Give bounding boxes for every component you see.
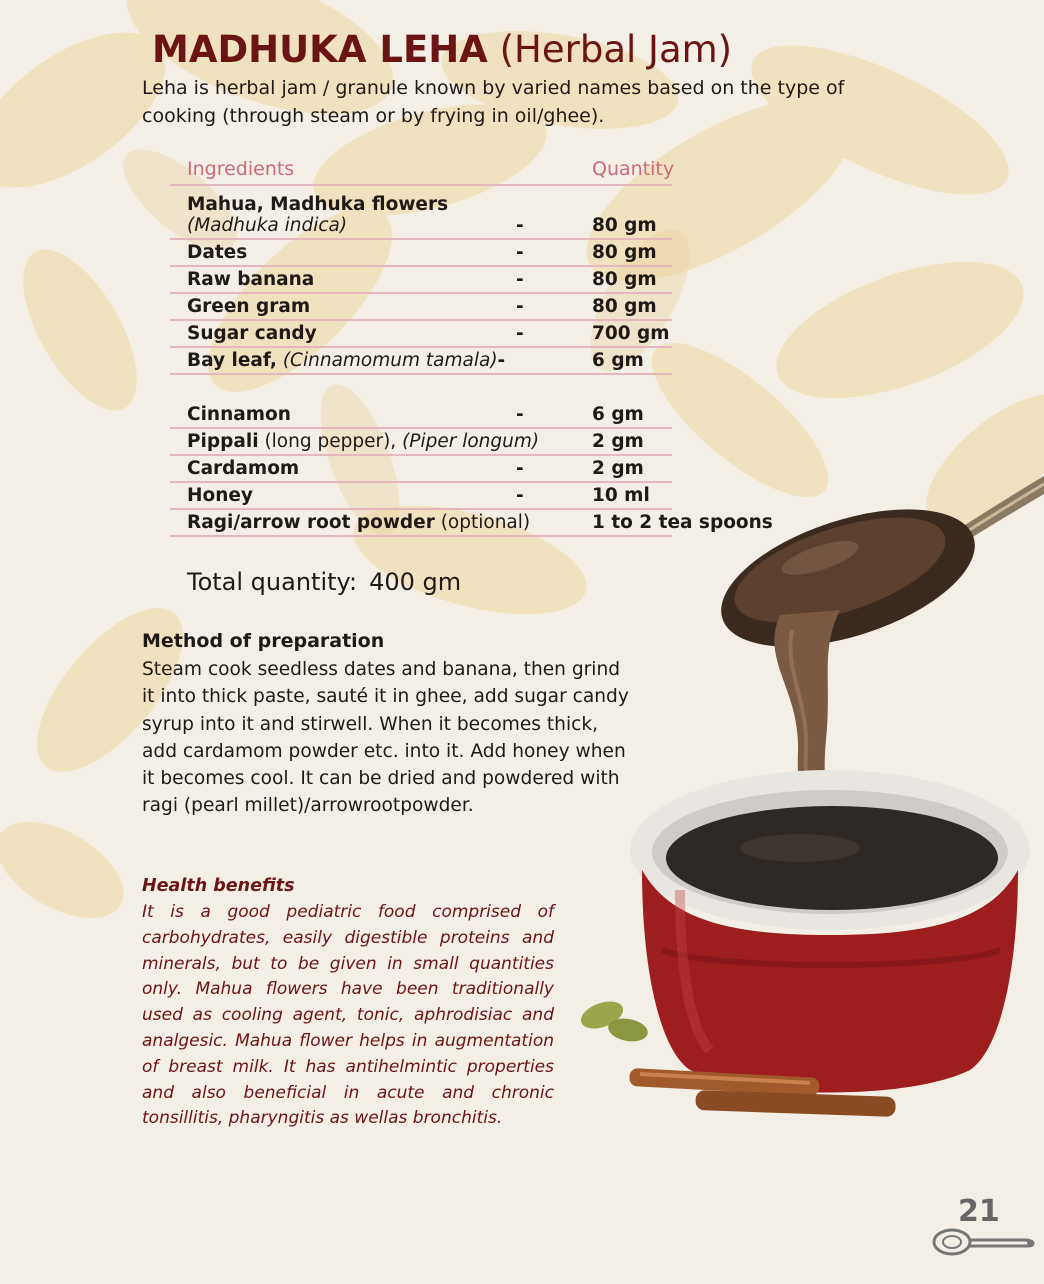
- jam-bowl-with-spoon-image: [570, 450, 1044, 1140]
- health-benefits-paragraph: It is a good pediatric food comprised of carbohydrates, easily digestible proteins and minerals, but to be given in small quantities only. Mahua flowers have been traditionally used as cooling agent, tonic, aphrodisiac and analgesic. Mahua flower helps in augmentation of breast milk. It has antihelmintic properties and also beneficial in acute and chronic tonsillitis, pharyngitis as wellas bronchitis.: [142, 902, 554, 1129]
- separator-dash: -: [497, 350, 506, 371]
- ingredient-quantity: 2 gm: [592, 458, 644, 479]
- separator-dash: -: [516, 269, 524, 290]
- table-header: [170, 156, 675, 186]
- total-value: 400 gm: [369, 568, 462, 596]
- ingredient-quantity: 80 gm: [592, 296, 657, 317]
- ingredient-quantity: 80 gm: [592, 215, 657, 236]
- ingredient-quantity: 6 gm: [592, 350, 644, 371]
- ingredient-label: Bay leaf,: [187, 350, 277, 371]
- ingredient-label: Ragi/arrow root powder: [187, 512, 435, 533]
- table-row: [170, 402, 672, 429]
- ingredient-quantity: 700 gm: [592, 323, 670, 344]
- title-subtitle: (Herbal Jam): [499, 28, 733, 71]
- ingredient-name: [187, 350, 505, 371]
- separator-dash: -: [516, 458, 524, 479]
- ingredient-quantity: 10 ml: [592, 485, 650, 506]
- spoon-icon: [930, 1224, 1038, 1260]
- ingredient-quantity: 6 gm: [592, 404, 644, 425]
- table-row: [170, 240, 672, 267]
- page-title: [152, 28, 732, 71]
- table-row: [170, 267, 672, 294]
- total-label: Total quantity:: [187, 568, 358, 596]
- ingredient-scientific-name: (Madhuka indica): [187, 215, 348, 236]
- ingredient-name: Green gram: [187, 296, 311, 317]
- separator-dash: -: [516, 242, 524, 263]
- ingredient-name: [187, 431, 539, 452]
- quantity-column-header: Quantity: [592, 158, 675, 180]
- ingredient-note: (optional): [440, 512, 531, 533]
- separator-dash: -: [516, 323, 524, 344]
- method-paragraph: Steam cook seedless dates and banana, then grind it into thick paste, sauté it in ghee, add sugar candy syrup into it and stirwell. When it becomes thick, add cardamom powder etc. into it. Add honey when it becomes cool. It can be dried and powdered with ragi (pearl millet)/arrowrootpowder.: [142, 659, 629, 817]
- ingredient-name: Raw banana: [187, 269, 315, 290]
- separator-dash: -: [516, 404, 524, 425]
- separator-dash: -: [516, 215, 524, 236]
- separator-dash: -: [516, 485, 524, 506]
- ingredient-scientific-name: (Piper longum): [402, 431, 540, 452]
- table-row: [170, 348, 672, 375]
- ingredient-quantity: 2 gm: [592, 431, 644, 452]
- table-row: [170, 186, 672, 240]
- separator-dash: -: [516, 296, 524, 317]
- health-benefits-heading: Health benefits: [142, 876, 295, 896]
- ingredient-name: Dates: [187, 242, 248, 263]
- ingredient-note: (long pepper),: [264, 431, 397, 452]
- ingredient-name: Cardamom: [187, 458, 300, 479]
- ingredient-name: [187, 512, 530, 533]
- ingredient-quantity: 80 gm: [592, 242, 657, 263]
- ingredients-column-header: Ingredients: [187, 158, 295, 180]
- ingredient-label: Mahua, Madhuka flowers: [187, 194, 449, 215]
- ingredient-quantity: 1 to 2 tea spoons: [592, 512, 773, 533]
- table-row: [170, 294, 672, 321]
- method-heading: Method of preparation: [142, 630, 385, 652]
- ingredient-scientific-name: (Cinnamomum tamala): [282, 350, 498, 371]
- ingredient-name: Cinnamon: [187, 404, 291, 425]
- title-main: MADHUKA LEHA: [152, 28, 488, 71]
- ingredient-label: Pippali: [187, 431, 259, 452]
- ingredient-name: Honey: [187, 485, 253, 506]
- intro-paragraph: Leha is herbal jam / granule known by varied names based on the type of cooking (through steam or by frying in oil/ghee).: [142, 77, 845, 127]
- ingredient-name: [187, 194, 448, 236]
- total-quantity: [187, 568, 461, 596]
- ingredient-quantity: 80 gm: [592, 269, 657, 290]
- page-number: 21: [958, 1194, 1000, 1229]
- ingredient-name: Sugar candy: [187, 323, 317, 344]
- table-row: [170, 321, 672, 348]
